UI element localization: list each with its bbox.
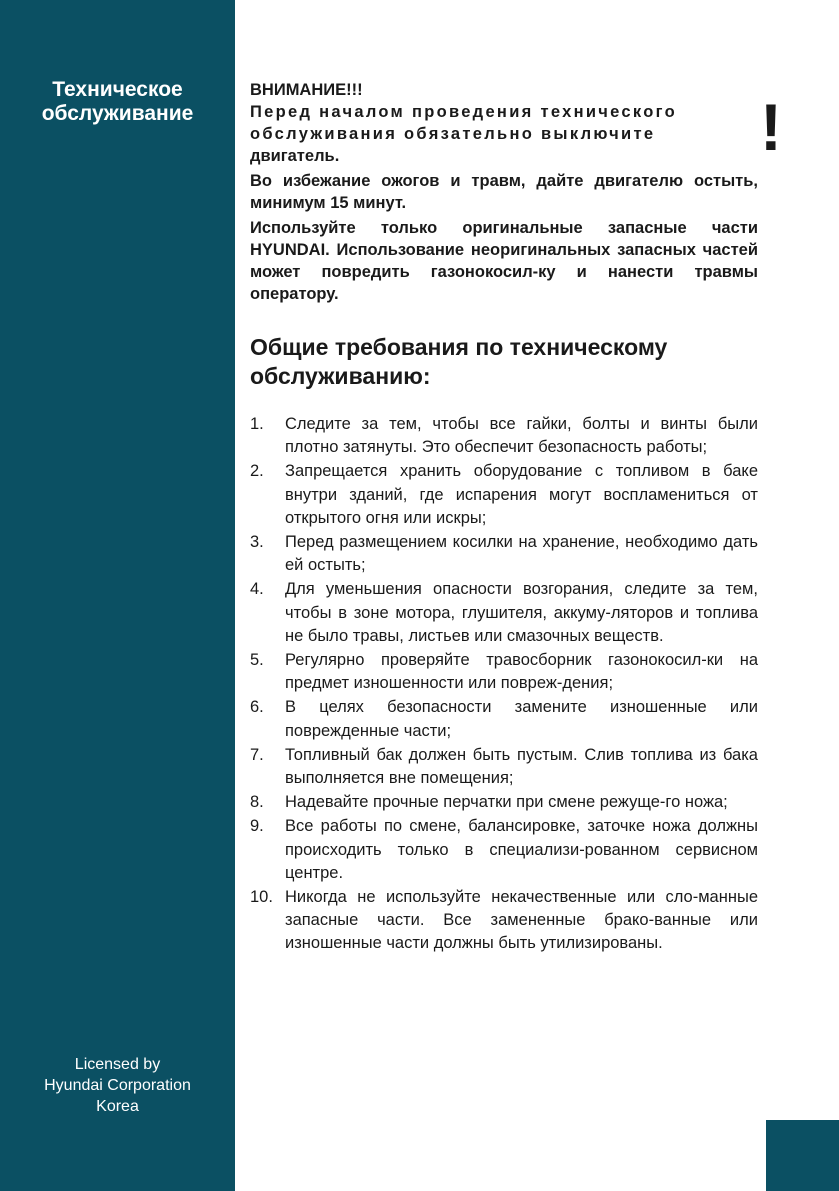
item-text: Для уменьшения опасности возгорания, следите за тем, чтобы в зоне мотора, глушителя, аккуму-ляторов и топлива не было травы, листьев или смазочных веществ. [285, 580, 758, 645]
warning-line1: Перед началом проведения технического [250, 103, 677, 121]
list-item [250, 744, 758, 790]
item-text: Запрещается хранить оборудование с топливом в баке внутри зданий, где испарения могут воспламениться от открытого огня или искры; [285, 462, 758, 527]
license-line1: Licensed by [74, 1056, 161, 1073]
item-number: 10. [250, 888, 273, 907]
section-title-line1: Техническое [52, 78, 183, 101]
item-number: 4. [250, 580, 264, 599]
warning-heading: ВНИМАНИЕ!!! [250, 81, 363, 99]
item-number: 9. [250, 817, 264, 836]
license-line3: Korea [96, 1098, 139, 1115]
list-item [250, 578, 758, 648]
item-text: Регулярно проверяйте травосборник газонокосил-ки на предмет изношенности или повреж-дения; [285, 651, 758, 693]
warning-block [250, 79, 758, 305]
section-title [0, 78, 235, 126]
item-number: 7. [250, 745, 264, 764]
requirements-list [250, 413, 758, 957]
item-number: 2. [250, 462, 264, 481]
list-item [250, 460, 758, 530]
list-item [250, 649, 758, 695]
list-item [250, 815, 758, 885]
item-number: 1. [250, 415, 264, 433]
warning-line3: двигатель. [250, 147, 340, 165]
item-text: В целях безопасности замените изношенные или поврежденные части; [285, 698, 758, 740]
requirements-heading: Общие требования по техническому обслуживанию: [250, 334, 668, 389]
item-text: Топливный бак должен быть пустым. Слив топлива из бака выполняется вне помещения; [285, 745, 758, 788]
exclamation-icon: ! [760, 90, 782, 164]
item-text: Следите за тем, чтобы все гайки, болты и винты были плотно затянуты. Это обеспечит безопасность работы; [285, 415, 758, 457]
item-text: Никогда не используйте некачественные или сло-манные запасные части. Все замененные брако-ванные или изношенные части должны быть утилизированы. [285, 888, 758, 953]
item-text: Перед размещением косилки на хранение, необходимо дать ей остыть; [285, 533, 758, 575]
corner-block [766, 1120, 839, 1191]
item-number: 8. [250, 793, 264, 812]
item-number: 5. [250, 651, 264, 670]
list-item [250, 413, 758, 459]
license-text [0, 1054, 235, 1117]
sidebar [0, 0, 235, 1191]
list-item [250, 791, 758, 814]
list-item [250, 531, 758, 577]
list-item [250, 886, 758, 956]
license-line2: Hyundai Corporation [44, 1077, 191, 1094]
item-text: Все работы по смене, балансировке, заточке ножа должны происходить только в специализи-рованном сервисном центре. [285, 817, 758, 882]
item-text: Надевайте прочные перчатки при смене режуще-го ножа; [285, 793, 728, 812]
warning-para-burns: Во избежание ожогов и травм, дайте двигателю остыть, минимум 15 минут. [250, 172, 758, 212]
section-title-line2: обслуживание [41, 102, 194, 125]
warning-para-parts: Используйте только оригинальные запасные части HYUNDAI. Использование неоригинальных запасных частей может повредить газонокосил-ку и нанести травмы оператору. [250, 219, 758, 303]
item-number: 6. [250, 698, 264, 717]
warning-line2: обслуживания обязательно выключите [250, 125, 656, 143]
list-item [250, 696, 758, 742]
item-number: 3. [250, 533, 264, 552]
